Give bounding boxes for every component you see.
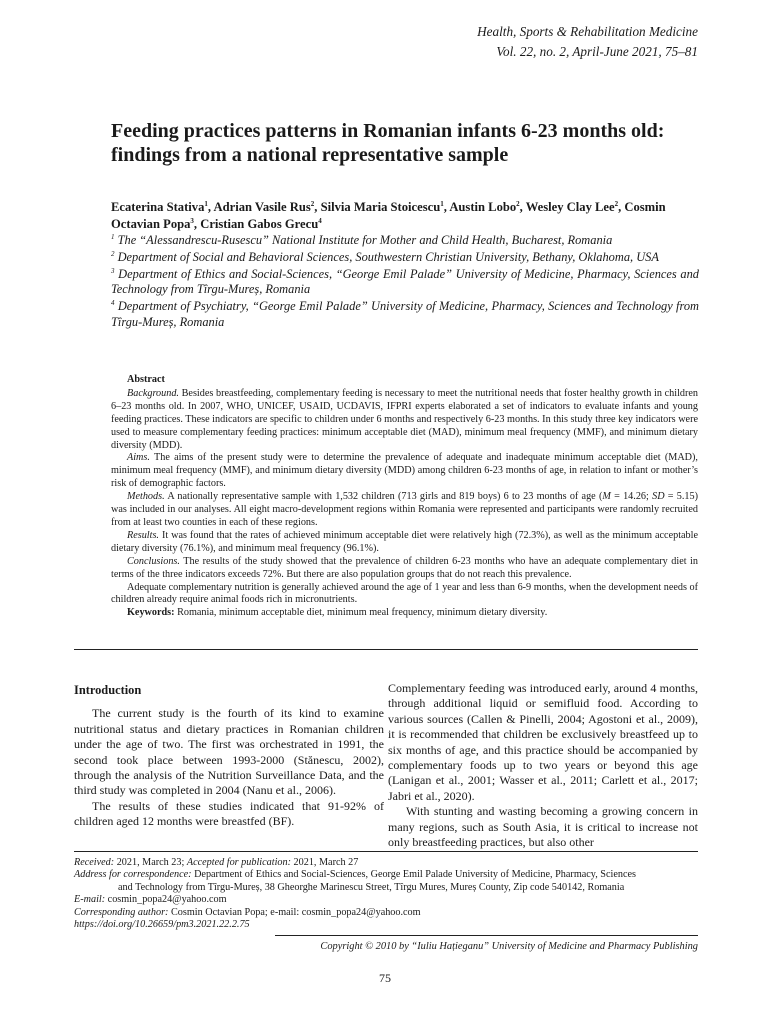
author-affil-sup: 2	[516, 199, 520, 208]
affiliation-num: 1	[111, 232, 115, 241]
affiliation-num: 3	[111, 266, 115, 275]
paragraph: The results of these studies indicated that 91-92% of children aged 12 months were breastfed (BF).	[74, 798, 384, 829]
journal-name: Health, Sports & Rehabilitation Medicine	[477, 24, 698, 39]
corresponding-label: Corresponding author:	[74, 906, 169, 918]
results-text: It was found that the rates of achieved minimum acceptable diet were relatively high (72.3%), as well as the minimum acceptable dietary diversity (76.1%), and minimum meal frequency (96.1%).	[111, 529, 698, 554]
author-affil-sup: 3	[190, 216, 194, 225]
methods-text: = 5.15) was included in our analyses. All eight macro-development regions within Romania were represented and participants were randomly recruited from at least two counties in each of these regions.	[111, 491, 699, 528]
keywords-label: Keywords:	[127, 607, 175, 619]
author-name: Adrian Vasile Rus	[213, 200, 311, 214]
abstract-methods	[111, 491, 698, 530]
affiliation-num: 2	[111, 249, 115, 258]
corresponding-text: Cosmin Octavian Popa; e-mail: cosmin_popa24@yahoo.com	[170, 906, 421, 918]
affiliation-text: The “Alessandrescu-Rusescu” National Institute for Mother and Child Health, Bucharest, Romania	[117, 233, 613, 247]
copyright: Copyright © 2010 by “Iuliu Hațieganu” University of Medicine and Pharmacy Publishing	[320, 941, 698, 952]
author-name: Ecaterina Stativa	[111, 200, 205, 214]
email-link[interactable]: cosmin_popa24@yahoo.com	[107, 894, 227, 906]
affiliation-num: 4	[111, 299, 115, 308]
author-affil-sup: 4	[318, 216, 322, 225]
affiliation	[111, 267, 699, 299]
aims-text: The aims of the present study were to determine the prevalence of adequate and inadequate minimum acceptable diet (MAD), minimum meal frequency (MMF), and minimum dietary diversity (MDD) among children 6-23 months of age, in relation to infant or mother’s risk of demographic factors.	[111, 452, 698, 490]
address-line	[74, 869, 698, 881]
affiliation	[111, 250, 699, 266]
author-name: Austin Lobo	[449, 200, 517, 214]
page-number: 75	[379, 971, 391, 985]
author-name: Cristian Gabos Grecu	[200, 217, 319, 231]
abstract	[111, 374, 698, 620]
author-name: Wesley Clay Lee	[525, 200, 615, 214]
doi-link[interactable]	[74, 919, 698, 931]
abstract-conclusions	[111, 556, 698, 582]
accepted-label: Accepted for publication:	[186, 857, 291, 868]
paragraph: The current study is the fourth of its kind to examine nutritional status and dietary practices in Romanian children under the age of two. The first was orchestrated in 1991, the second took place between 1993-2000 (Stănescu, 2002), through the analysis of the Nutrition Surveillance Data, and the third study was completed in 2004 (Nanu et al., 2006).	[74, 706, 384, 798]
affiliation	[111, 299, 699, 331]
right-column	[388, 681, 698, 850]
footer-divider	[74, 851, 698, 852]
article-footnotes	[74, 857, 698, 931]
affiliation	[111, 233, 699, 249]
section-heading: Introduction	[74, 683, 142, 697]
abstract-results	[111, 530, 698, 556]
corresponding-line	[74, 907, 698, 919]
received-line	[74, 857, 698, 869]
section-divider	[74, 649, 698, 650]
abstract-aims	[111, 452, 698, 491]
doi-text[interactable]: https://doi.org/10.26659/pm3.2021.22.2.75	[74, 919, 250, 931]
methods-text: A nationally representative sample with 1,532 children (713 girls and 819 boys) 6 to 23 months of age (	[167, 491, 603, 503]
background-label: Background.	[127, 387, 179, 399]
conclusions-label: Conclusions.	[127, 555, 180, 567]
sd-symbol: SD	[652, 491, 665, 503]
author-affil-sup: 2	[310, 199, 315, 208]
accepted-date: 2021, March 27	[293, 857, 359, 868]
mean-symbol: M	[602, 491, 611, 503]
aims-label: Aims.	[127, 452, 150, 464]
paragraph: With stunting and wasting becoming a growing concern in many regions, such as South Asia, it is critical to increase not only breastfeeding practices, but also other	[388, 804, 698, 850]
journal-issue: Vol. 22, no. 2, April-June 2021, 75–81	[496, 44, 698, 59]
abstract-keywords	[111, 607, 698, 620]
methods-label: Methods.	[127, 491, 165, 503]
email-label: E-mail:	[74, 894, 106, 906]
affiliation-text: Department of Psychiatry, “George Emil Palade” University of Medicine, Pharmacy, Sciences and Technology from Tîrgu-Mureș, Romania	[111, 299, 699, 329]
affiliation-text: Department of Social and Behavioral Sciences, Southwestern Christian University, Bethany, Oklahoma, USA	[117, 249, 659, 264]
abstract-background	[111, 388, 698, 453]
author-name: Cosmin Octavian Popa	[111, 200, 666, 231]
affiliation-text: Department of Ethics and Social-Sciences, “George Emil Palade” University of Medicine, Pharmacy, Sciences and Technology from Tîrgu-Mureș, Romania	[111, 266, 699, 297]
address-line-2: and Technology from Tîrgu-Mureș, 38 Gheorghe Marinescu Street, Tîrgu Mures, Mureș County, Zip code 540142, Romania	[118, 881, 625, 893]
address-text: Department of Ethics and Social-Sciences, George Emil Palade University of Medicine, Pharmacy, Sciences	[194, 869, 636, 881]
email-line	[74, 894, 698, 906]
author-name: Silvia Maria Stoicescu	[320, 200, 441, 214]
article-title: Feeding practices patterns in Romanian infants 6-23 months old: findings from a national representative sample	[111, 120, 665, 166]
results-label: Results.	[127, 529, 159, 541]
abstract-heading: Abstract	[127, 374, 165, 385]
left-column	[74, 679, 384, 830]
author-affil-sup: 1	[440, 199, 444, 208]
conclusions-text: The results of the study showed that the prevalence of children 6-23 months who have an adequate complementary diet in terms of the three indicators exceeds 72%. But there are also population groups that do not reach this prevalence.	[111, 555, 698, 580]
address-label: Address for correspondence:	[74, 869, 192, 881]
author-affil-sup: 1	[204, 199, 208, 208]
received-date: 2021, March 23;	[116, 857, 185, 868]
author-affil-sup: 2	[614, 199, 619, 208]
copyright-divider	[275, 935, 698, 936]
keywords-text: Romania, minimum acceptable diet, minimum meal frequency, minimum dietary diversity.	[177, 607, 548, 619]
journal-header	[477, 22, 698, 62]
affiliation-list	[111, 233, 699, 332]
abstract-adequate: Adequate complementary nutrition is generally achieved around the age of 1 year and less than 6-9 months, when the development needs of children already require animal foods rich in micronutrients.	[111, 581, 698, 606]
background-text: Besides breastfeeding, complementary feeding is necessary to meet the nutritional needs that foster healthy growth in children 6–23 months old. In 2007, WHO, UNICEF, USAID, UCDAVIS, IFPRI experts elaborated a set of indicators to evaluate infants and young feeding practices. These indicators are specific to children under 6 months and respectively 6-23 months. In this study three key indicators were used to measure complementary feeding practices: minimum acceptable diet (MAD), minimum meal frequency (MMF), and minimum dietary diversity (MDD).	[111, 387, 699, 451]
received-label: Received:	[74, 857, 115, 868]
methods-text: = 14.26;	[610, 491, 653, 503]
paragraph: Complementary feeding was introduced early, around 4 months, through additional liquid or semifluid food. According to various sources (Callen & Pinelli, 2004; Agostoni et al., 2009), it is recommended that children be exclusively breastfeed up to six months of age, and this practice should be accompanied by complementary foods up to two years or beyond this age (Lanigan et al., 2001; Wasser et al., 2011; Carlett et al., 2017; Jabri et al., 2020).	[388, 681, 698, 803]
author-list: Ecaterina Stativa$^1$, Adrian Vasile Rus$^2$, Silvia Maria Stoicescu$^1$, Austin Lobo$^2$, Wesley Clay Lee$^2$, Cosmin Octavian Popa$^3$, Cristian Gabos Grecu$^4$	[111, 199, 666, 231]
